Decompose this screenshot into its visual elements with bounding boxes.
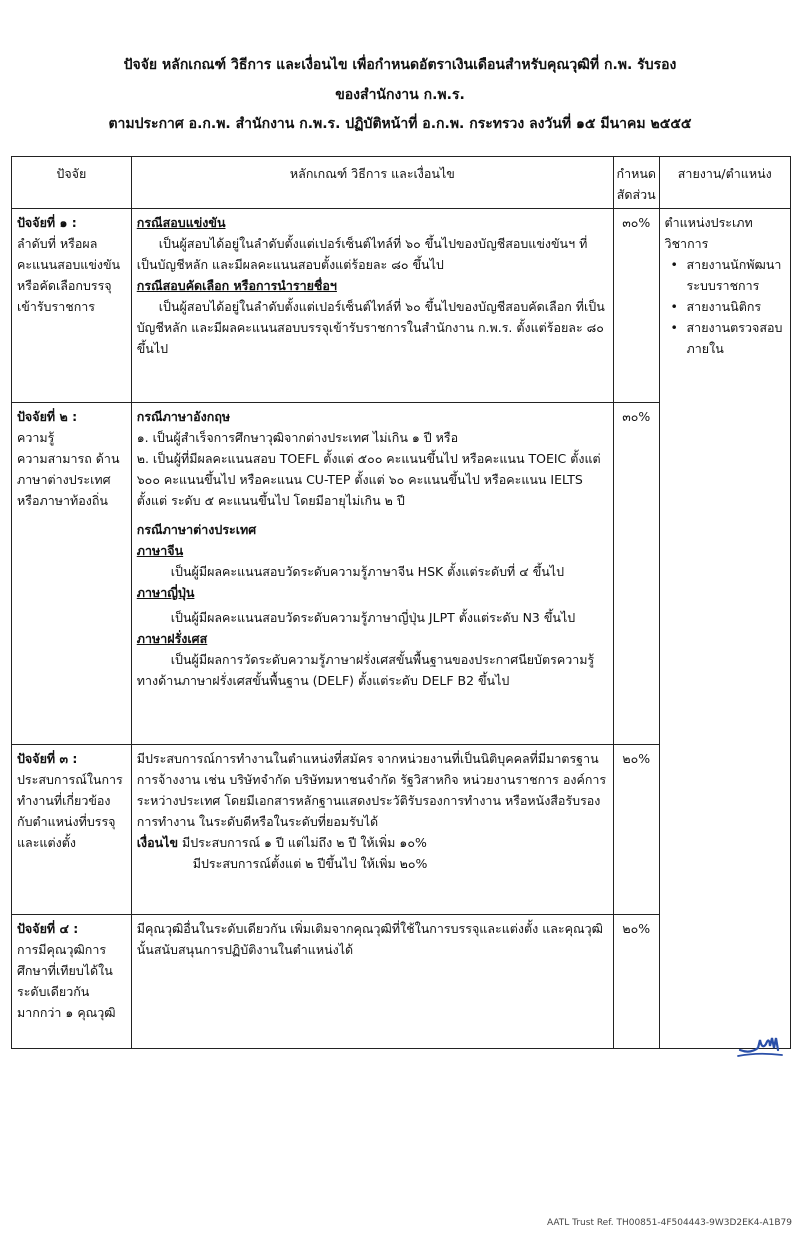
header-factor: ปัจจัย: [12, 157, 132, 209]
factor-title: ปัจจัยที่ ๓ :: [17, 751, 78, 766]
factor-title: ปัจจัยที่ ๔ :: [17, 921, 79, 936]
position-item: • สายงานนิติกร: [665, 296, 785, 317]
language-text: เป็นผู้มีผลคะแนนสอบวัดระดับความรู้ภาษาจีน HSK ตั้งแต่ระดับที่ ๔ ขึ้นไป: [170, 564, 565, 579]
header-criteria: หลักเกณฑ์ วิธีการ และเงื่อนไข: [131, 157, 613, 209]
criteria-text: มีประสบการณ์การทำงานในตำแหน่งที่สมัคร จากหน่วยงานที่เป็นนิติบุคคลที่มีมาตรฐานการจ้างงาน เช่น บริษัทจำกัด บริษัทมหาชนจำกัด รัฐวิสาหกิจ หน่วยงานราชการ องค์การระหว่างประเทศ โดยมีเอกสารหลักฐานแสดงประวัติรับรองการทำงาน หรือหนังสือรับรองการทำงาน ในระดับดีหรือในระดับที่ยอมรับได้: [136, 751, 607, 829]
criteria-text: เป็นผู้สอบได้อยู่ในลำดับตั้งแต่เปอร์เซ็นต์ไทล์ที่ ๖๐ ขึ้นไปของบัญชีสอบแข่งขันฯ ที่เป็นบัญชีหลัก และมีผลคะแนนสอบตั้งแต่ร้อยละ ๘๐ ขึ้นไป: [136, 236, 588, 272]
signature-mark: [736, 1028, 784, 1060]
criteria-item: ๑. เป็นผู้สำเร็จการศึกษาวุฒิจากต่างประเทศ ไม่เกิน ๑ ปี หรือ: [136, 430, 459, 445]
criteria-cell: [131, 745, 613, 915]
factor-description: ประสบการณ์ในการทำงานที่เกี่ยวข้องกับตำแหน่งที่บรรจุและแต่งตั้ง: [17, 772, 123, 850]
factor-cell: [12, 915, 132, 1049]
table-header-row: [12, 157, 791, 209]
language-heading: ภาษาฝรั่งเศส: [136, 631, 208, 646]
ratio-cell: ๓๐%: [613, 209, 659, 403]
criteria-cell: [131, 915, 613, 1049]
ratio-cell: ๓๐%: [613, 403, 659, 745]
factor-title: ปัจจัยที่ ๒ :: [17, 409, 78, 424]
condition-line: [137, 832, 608, 853]
criteria-heading: กรณีสอบคัดเลือก หรือการนำรายชื่อฯ: [136, 278, 337, 293]
language-text: เป็นผู้มีผลคะแนนสอบวัดระดับความรู้ภาษาญี่ปุ่น JLPT ตั้งแต่ระดับ N3 ขึ้นไป: [170, 610, 576, 625]
document-title-line-2: ของสำนักงาน ก.พ.ร.: [335, 87, 465, 103]
criteria-table: [11, 156, 791, 1049]
language-text: เป็นผู้มีผลการวัดระดับความรู้ภาษาฝรั่งเศสขั้นพื้นฐานของประกาศนียบัตรความรู้ทางด้านภาษาฝรั่งเศสขั้นพื้นฐาน (DELF) ตั้งแต่ระดับ DELF B2 ขึ้นไป: [136, 652, 595, 688]
criteria-item: ๒. เป็นผู้ที่มีผลคะแนนสอบ TOEFL ตั้งแต่ ๕๐๐ คะแนนขึ้นไป หรือคะแนน TOEIC ตั้งแต่ ๖๐๐ คะแนนขึ้นไป หรือคะแนน CU-TEP ตั้งแต่ ๖๐ คะแนนขึ้นไป หรือคะแนน IELTS ตั้งแต่ ระดับ ๕ คะแนนขึ้นไป โดยมีอายุไม่เกิน ๒ ปี: [136, 451, 601, 508]
factor-description: การมีคุณวุฒิการศึกษาที่เทียบได้ในระดับเดียวกันมากกว่า ๑ คุณวุฒิ: [17, 942, 116, 1020]
factor-cell: [12, 403, 132, 745]
factor-description: ความรู้: [17, 430, 55, 445]
criteria-text: เป็นผู้สอบได้อยู่ในลำดับตั้งแต่เปอร์เซ็นต์ไทล์ที่ ๖๐ ขึ้นไปของบัญชีสอบคัดเลือก ที่เป็นบัญชีหลัก และมีผลคะแนนสอบบรรจุเข้ารับราชการในสำนักงาน ก.พ.ร. ตั้งแต่ร้อยละ ๘๐ ขึ้นไป: [136, 299, 605, 356]
ratio-cell: ๒๐%: [613, 915, 659, 1049]
language-heading: ภาษาจีน: [136, 543, 184, 558]
language-heading: ภาษาญี่ปุ่น: [136, 585, 195, 600]
condition-text: มีประสบการณ์ ๑ ปี แต่ไม่ถึง ๒ ปี ให้เพิ่ม ๑๐%: [182, 835, 427, 850]
trust-reference: AATL Trust Ref. TH00851-4F504443-9W3D2EK4-A1B79: [546, 1218, 792, 1228]
header-ratio-line-2: สัดส่วน: [616, 187, 656, 202]
condition-text: มีประสบการณ์ตั้งแต่ ๒ ปีขึ้นไป ให้เพิ่ม ๒๐%: [192, 856, 428, 871]
position-cell: [659, 209, 790, 1049]
position-item: • สายงานนักพัฒนาระบบราชการ: [665, 254, 785, 296]
position-intro: ตำแหน่งประเภทวิชาการ: [664, 215, 753, 251]
header-position: สายงาน/ตำแหน่ง: [659, 157, 790, 209]
header-ratio-line-1: กำหนด: [616, 166, 657, 181]
factor-cell: [12, 745, 132, 915]
factor-cell: [12, 209, 132, 403]
criteria-text: มีคุณวุฒิอื่นในระดับเดียวกัน เพิ่มเติมจากคุณวุฒิที่ใช้ในการบรรจุและแต่งตั้ง และคุณวุฒินั้นสนับสนุนการปฏิบัติงานในตำแหน่งได้: [136, 921, 603, 957]
factor-description: ความสามารถ ด้านภาษาต่างประเทศหรือภาษาท้องถิ่น: [17, 451, 120, 508]
criteria-cell: [131, 209, 613, 403]
document-title-line-1: ปัจจัย หลักเกณฑ์ วิธีการ และเงื่อนไข เพื่อกำหนดอัตราเงินเดือนสำหรับคุณวุฒิที่ ก.พ. รับรอง: [123, 57, 677, 73]
position-item: • สายงานตรวจสอบภายใน: [665, 317, 785, 359]
factor-title: ปัจจัยที่ ๑ :: [17, 215, 77, 230]
header-ratio: [613, 157, 659, 209]
condition-label: เงื่อนไข: [136, 835, 179, 850]
criteria-heading: กรณีสอบแข่งขัน: [136, 215, 226, 230]
factor-description: ลำดับที่ หรือผลคะแนนสอบแข่งขันหรือคัดเลือกบรรจุเข้ารับราชการ: [17, 236, 121, 314]
criteria-cell: [131, 403, 613, 745]
ratio-cell: ๒๐%: [613, 745, 659, 915]
criteria-heading: กรณีภาษาอังกฤษ: [136, 409, 231, 424]
document-title-line-3: ตามประกาศ อ.ก.พ. สำนักงาน ก.พ.ร. ปฏิบัติหน้าที่ อ.ก.พ. กระทรวง ลงวันที่ ๑๕ มีนาคม ๒๕๕๕: [108, 116, 692, 132]
criteria-heading: กรณีภาษาต่างประเทศ: [136, 522, 257, 537]
table-row: [12, 209, 791, 403]
